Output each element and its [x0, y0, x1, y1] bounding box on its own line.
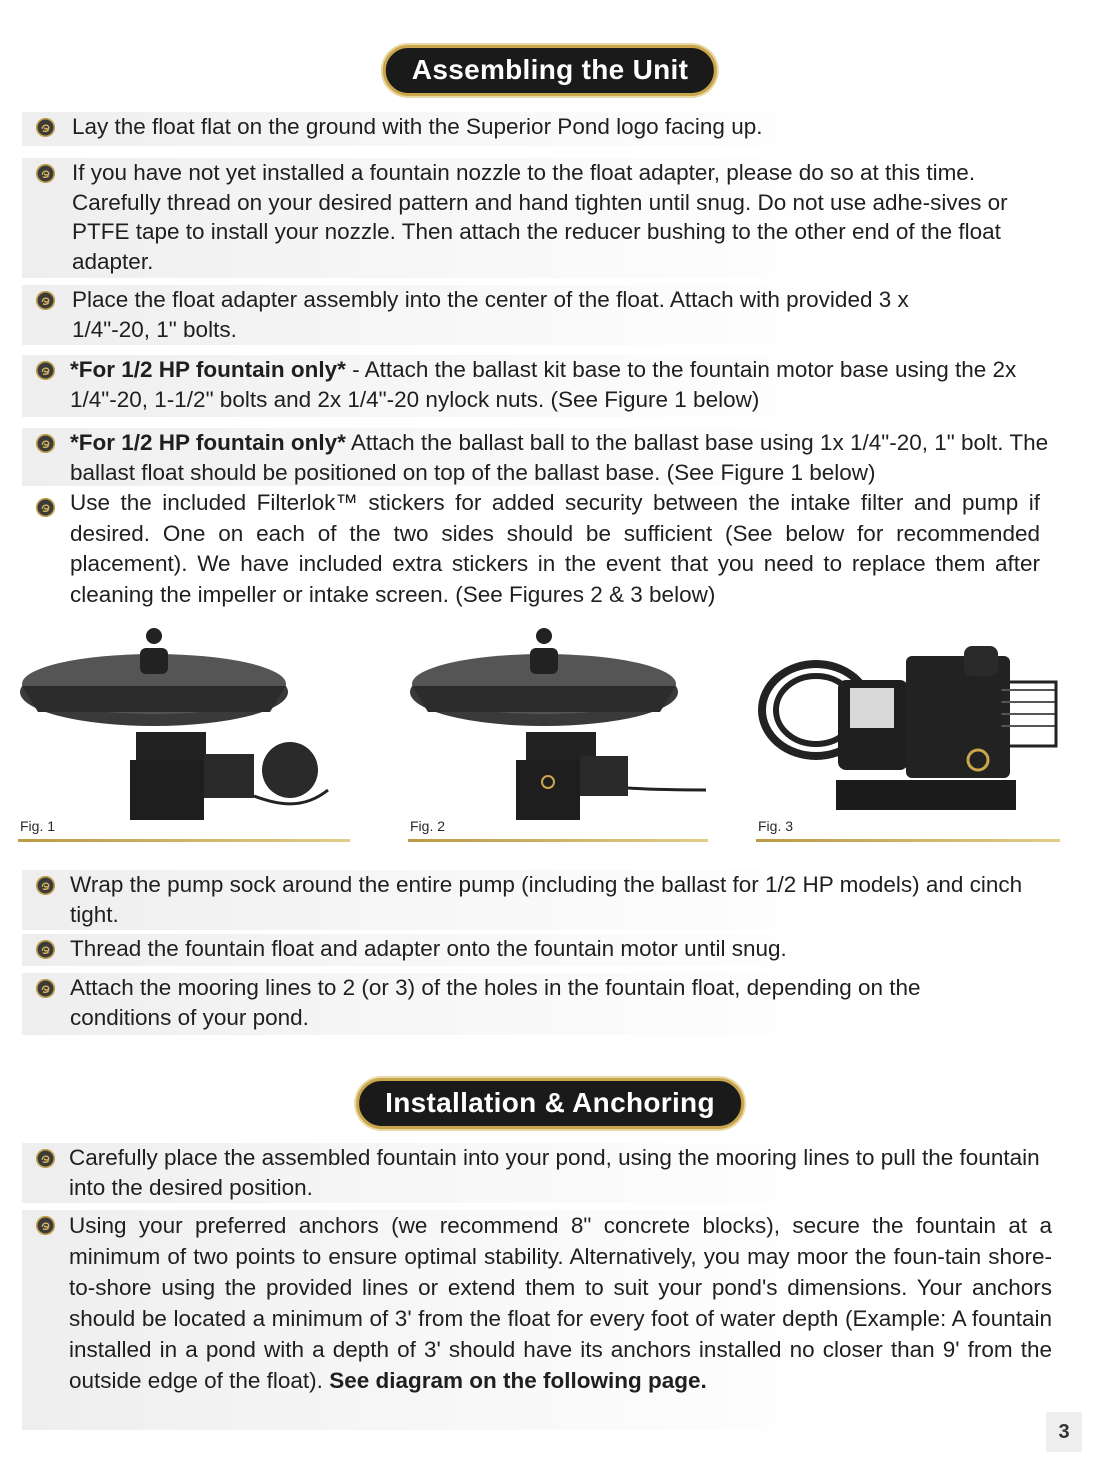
superior-pond-logo-icon	[36, 164, 55, 183]
step-text: Carefully place the assembled fountain into your pond, using the mooring lines to pull the fountain into the desired position.	[69, 1145, 1040, 1200]
step-text: Wrap the pump sock around the entire pump (including the ballast for 1/2 HP models) and cinch tight.	[70, 872, 1023, 927]
step-text: Use the included Filterlok™ stickers for added security between the intake filter and pump if desired. One on each of the two sides should be sufficient (See below for recommended placement). We have included extra stickers in the event that you need to replace them after cleaning the impeller or intake screen. (See Figures 2 & 3 below)	[70, 490, 1040, 607]
superior-pond-logo-icon	[36, 979, 55, 998]
superior-pond-logo-icon	[36, 361, 55, 380]
figure-caption: Fig. 1	[20, 818, 56, 834]
step-text: Thread the fountain float and adapter onto the fountain motor until snug.	[70, 936, 787, 961]
step-text: Lay the float flat on the ground with the Superior Pond logo facing up.	[72, 114, 763, 139]
pump-filterlok-image	[756, 620, 1060, 825]
step-lay-float	[22, 112, 1060, 146]
step-install-nozzle	[22, 158, 1060, 278]
step-emphasis: *For 1/2 HP fountain only*	[70, 430, 346, 455]
step-text: - Attach the ballast kit base to the fountain motor base using the 2x 1/4"-20, 1-1/2" bolts and 2x 1/4"-20 nylock nuts. (See Figure 1 below)	[70, 357, 1017, 412]
figure-underline	[756, 839, 1060, 842]
figure-underline	[18, 839, 350, 842]
figure-underline	[408, 839, 708, 842]
superior-pond-logo-icon	[36, 434, 55, 453]
figure-1	[18, 620, 350, 842]
step-filterlok	[22, 488, 1060, 612]
figure-caption: Fig. 3	[758, 818, 794, 834]
step-ballast-base	[22, 355, 1060, 417]
figure-2	[408, 620, 708, 842]
step-text: Place the float adapter assembly into the center of the float. Attach with provided 3 x 1/4"-20, 1" bolts.	[72, 287, 909, 342]
fountain-with-ballast-image	[18, 620, 350, 825]
step-ballast-ball	[22, 428, 1060, 486]
superior-pond-logo-icon	[36, 498, 55, 517]
superior-pond-logo-icon	[36, 291, 55, 310]
superior-pond-logo-icon	[36, 940, 55, 959]
superior-pond-logo-icon	[36, 1216, 55, 1235]
step-mooring-lines	[22, 973, 1060, 1035]
step-emphasis: See diagram on the following page.	[329, 1368, 707, 1393]
section-title-installation: Installation & Anchoring	[356, 1078, 744, 1129]
figure-caption: Fig. 2	[410, 818, 446, 834]
step-pump-sock	[22, 870, 1060, 930]
step-place-adapter	[22, 285, 1060, 345]
figure-3	[756, 620, 1060, 842]
step-thread-float	[22, 934, 1060, 966]
step-text: Attach the mooring lines to 2 (or 3) of the holes in the fountain float, depending on the conditions of your pond.	[70, 975, 921, 1030]
superior-pond-logo-icon	[36, 1149, 55, 1168]
step-text: Attach the ballast ball to the ballast base using 1x 1/4"-20, 1" bolt. The ballast float should be positioned on top of the ballast base. (See Figure 1 below)	[70, 430, 1049, 485]
page-number: 3	[1046, 1412, 1082, 1452]
superior-pond-logo-icon	[36, 118, 55, 137]
superior-pond-logo-icon	[36, 876, 55, 895]
step-emphasis: *For 1/2 HP fountain only*	[70, 357, 346, 382]
step-text: If you have not yet installed a fountain nozzle to the float adapter, please do so at this time. Carefully thread on your desired pattern and hand tighten until snug. Do not use adhe-sives or PTFE tape to install your nozzle. Then attach the reducer bushing to the other end of the float adapter.	[72, 160, 1008, 274]
step-text: Using your preferred anchors (we recommend 8" concrete blocks), secure the fountain at a minimum of two points to ensure optimal stability. Alternatively, you may moor the foun-tain shore-to-shore using the provided lines or extend them to suit your pond's dimensions. Your anchors should be located a minimum of 3' from the float for every foot of water depth (Example: A fountain installed in a pond with a depth of 3' should have its anchors installed no closer than 9' from the outside edge of the float).	[69, 1213, 1052, 1393]
step-anchors	[22, 1210, 1060, 1430]
section-title-assembling: Assembling the Unit	[383, 45, 717, 96]
step-place-fountain	[22, 1143, 1060, 1203]
fountain-filterlok-image	[408, 620, 708, 825]
